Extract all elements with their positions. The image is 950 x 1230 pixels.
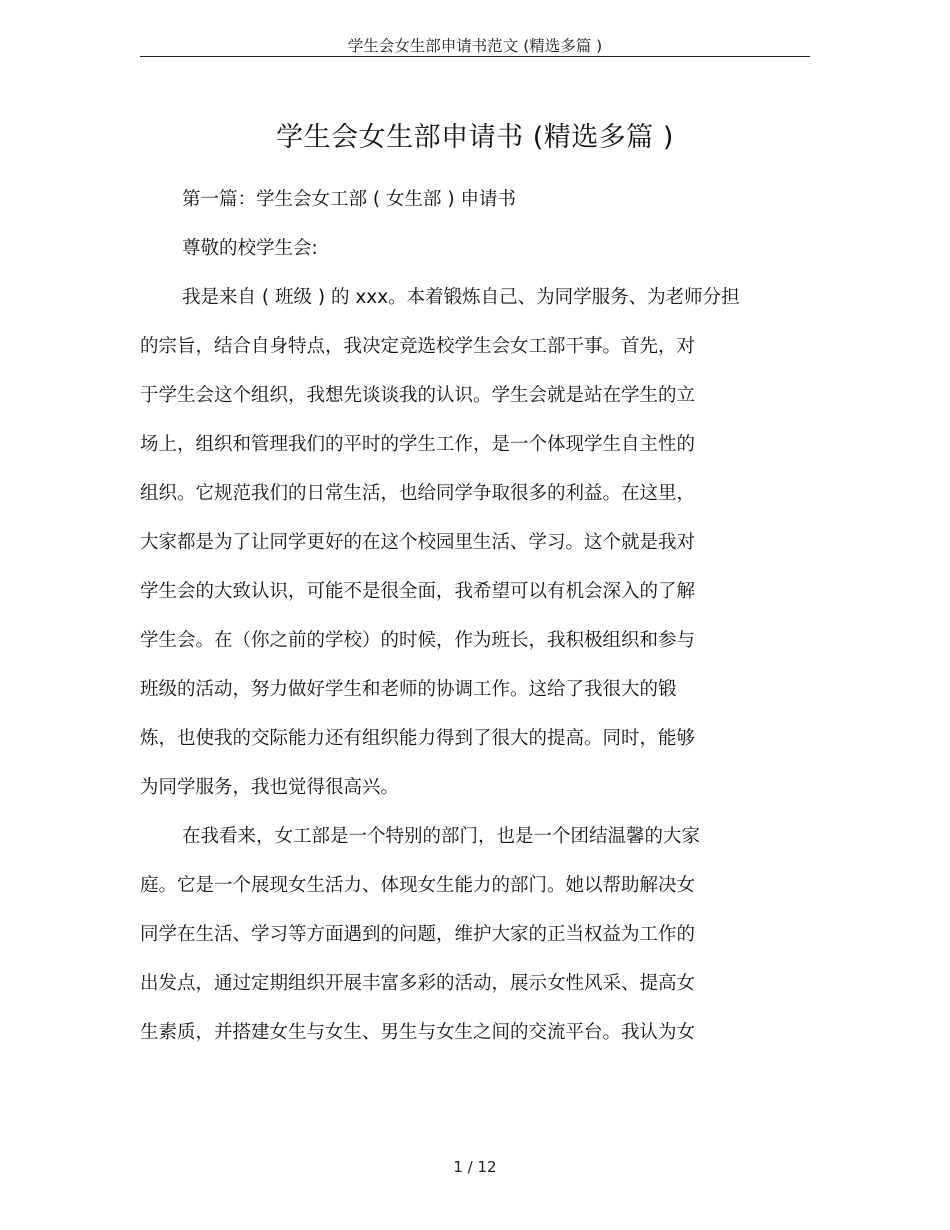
section-heading: 第一篇：学生会女工部 ( 女生部 ) 申请书 [182,189,516,210]
document-title: 学生会女生部申请书 (精选多篇 ) [276,122,674,153]
paragraph-line: 我是来自 ( 班级 ) 的 xxx。本着锻炼自己、为同学服务、为老师分担 [182,287,740,308]
salutation: 尊敬的校学生会: [182,238,318,259]
paragraph-line: 炼，也使我的交际能力还有组织能力得到了很大的提高。同时，能够 [140,728,696,749]
paragraph-line: 学生会。在（你之前的学校）的时候，作为班长，我积极组织和参与 [140,630,696,651]
paragraph-line: 学生会的大致认识，可能不是很全面，我希望可以有机会深入的了解 [140,581,696,602]
paragraph-line: 生素质，并搭建女生与女生、男生与女生之间的交流平台。我认为女 [140,1022,696,1043]
page-number: 1 / 12 [453,1158,497,1176]
paragraph-line: 组织。它规范我们的日常生活，也给同学争取很多的利益。在这里， [140,483,696,504]
running-header: 学生会女生部申请书范文 (精选多篇 ) [347,37,603,55]
paragraph-line: 同学在生活、学习等方面遇到的问题，维护大家的正当权益为工作的 [140,924,696,945]
paragraph-line: 的宗旨，结合自身特点，我决定竞选校学生会女工部干事。首先，对 [140,336,696,357]
paragraph-line: 出发点，通过定期组织开展丰富多彩的活动，展示女性风采、提高女 [140,973,696,994]
header-divider [140,56,810,57]
paragraph-line: 场上，组织和管理我们的平时的学生工作，是一个体现学生自主性的 [140,434,696,455]
paragraph-line: 为同学服务，我也觉得很高兴。 [140,777,400,798]
paragraph-line: 班级的活动，努力做好学生和老师的协调工作。这给了我很大的锻 [140,679,677,700]
paragraph-line: 庭。它是一个展现女生活力、体现女生能力的部门。她以帮助解决女 [140,875,696,896]
paragraph-line: 大家都是为了让同学更好的在这个校园里生活、学习。这个就是我对 [140,532,696,553]
paragraph-line: 于学生会这个组织，我想先谈谈我的认识。学生会就是站在学生的立 [140,385,696,406]
paragraph-line: 在我看来，女工部是一个特别的部门，也是一个团结温馨的大家 [182,826,701,847]
